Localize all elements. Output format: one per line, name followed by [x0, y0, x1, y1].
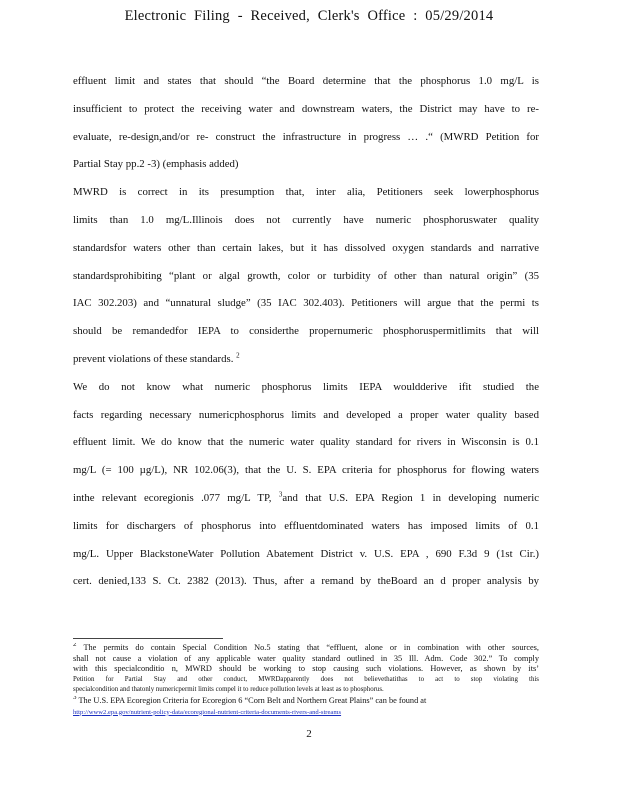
body-line: facts regarding necessary numericphosphorus limits and developed a proper water quality based	[73, 408, 539, 421]
body-line: limits for dischargers of phosphorus into effluentdominated waters has imposed limits of 0.1	[73, 519, 539, 532]
body-line: effluent limit and states that should “the Board determine that the phosphorus 1.0 mg/L is	[73, 75, 539, 87]
footnote-mark-3: 3	[73, 695, 77, 702]
body-line: insufficient to protect the receiving water and downstream waters, the District may have to re-	[73, 102, 539, 115]
body-line: Partial Stay pp.2 -3) (emphasis added)	[73, 158, 239, 171]
footnote-ref-3: 3	[278, 490, 283, 499]
body-text	[73, 68, 539, 596]
body-line-text: prevent violations of these standards.	[73, 352, 234, 365]
body-line-tail: and that U.S. EPA Region 1 in developing numeric	[282, 491, 539, 504]
footnote-divider	[73, 638, 223, 639]
footnotes	[73, 643, 539, 717]
footnote-line	[73, 696, 539, 707]
body-line: We do not know what numeric phosphorus limits IEPA wouldderive ifit studied the	[73, 380, 539, 393]
body-line	[73, 346, 539, 374]
page-number: 2	[306, 728, 312, 740]
body-line: evaluate, re-design,and/or re- construct the infrastructure in progress … .“ (MWRD Petition for	[73, 130, 539, 143]
footnote-ref-2: 2	[236, 351, 240, 360]
body-line: standardsprohibiting “plant or algal growth, color or turbidity of other than natural origin” (35	[73, 269, 539, 282]
body-line: mg/L (= 100 µg/L), NR 102.06(3), that the U. S. EPA criteria for phosphorus for flowing waters	[73, 464, 539, 477]
body-line: should be remandedfor IEPA to considerthe propernumeric phosphoruspermitlimits that will	[73, 325, 539, 338]
footnote-line: specialcondition and thatonly numericpermit limits compel it to reduce pollution levels at least as to phosphorus.	[73, 686, 384, 694]
filing-header: Electronic Filing - Received, Clerk's Office : 05/29/2014	[124, 8, 494, 24]
footnote-text: The U.S. EPA Ecoregion Criteria for Ecoregion 6 “Corn Belt and Northern Great Plains” can be found at	[78, 695, 427, 705]
body-line	[73, 485, 539, 513]
epa-ecoregion-link[interactable]: http://www2.epa.gov/nutrient-policy-data/ecoregional-nutrient-criteria-documents-rivers-and-streams	[73, 708, 342, 716]
footnote-line	[73, 643, 539, 654]
body-line: limits than 1.0 mg/L.Illinois does not currently have numeric phosphoruswater quality	[73, 213, 539, 226]
footnote-line	[73, 707, 539, 718]
body-line: IAC 302.203) and “unnatural sludge” (35 IAC 302.403). Petitioners will argue that the permi ts	[73, 297, 539, 310]
body-line: effluent limit. We do know that the numeric water quality standard for rivers in Wisconsin is 0.1	[73, 436, 539, 449]
footnote-mark-2: 2	[73, 643, 77, 649]
body-line-text: inthe relevant ecoregionis .077 mg/L TP,	[73, 491, 272, 504]
body-line: mg/L. Upper BlackstoneWater Pollution Abatement District v. U.S. EPA , 690 F.3d 9 (1st Cir.)	[73, 547, 539, 560]
footnote-line: with this specialconditio n, MWRD should be working to stop causing such violations. However, as shown by its’	[73, 664, 539, 674]
body-line: cert. denied,133 S. Ct. 2382 (2013). Thus, after a remand by theBoard an d proper analysis by	[73, 575, 539, 588]
footnote-line: shall not cause a violation of any applicable water quality standard outlined in 35 Ill. Adm. Code 302.” To comply	[73, 653, 539, 663]
body-line: standardsfor waters other than certain lakes, but it has dissolved oxygen standards and narrative	[73, 241, 539, 254]
footnote-text: The permits do contain Special Condition No.5 stating that “effluent, alone or in combination with other sources,	[83, 643, 539, 652]
footnote-line: Petition for Partial Stay and other conduct, MWRDapparently does not believethatithas to act to stop violating this	[73, 675, 539, 683]
body-line: MWRD is correct in its presumption that, inter alia, Petitioners seek lowerphosphorus	[73, 186, 539, 199]
